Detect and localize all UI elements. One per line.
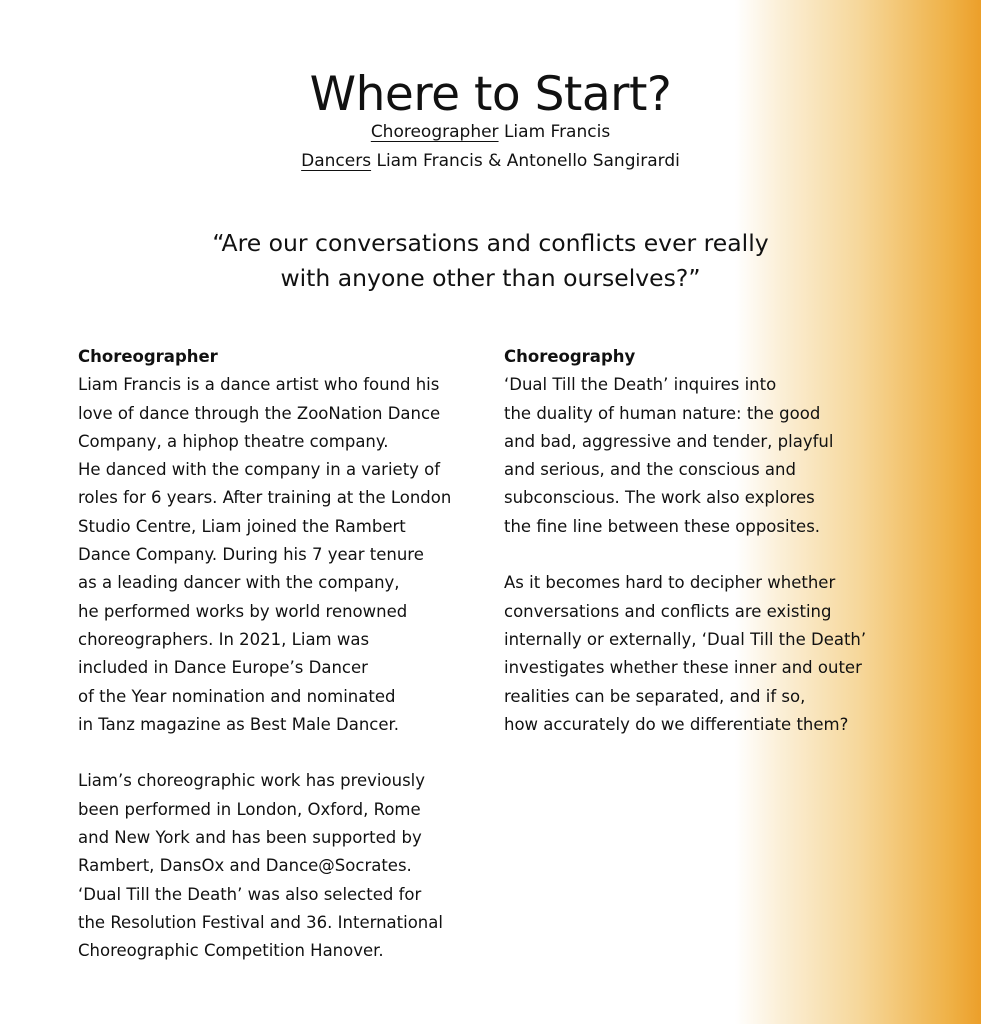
description-paragraph: [504, 371, 974, 541]
description-paragraph: [504, 569, 974, 739]
text-line: ‘Dual Till the Death’ inquires into: [504, 375, 777, 395]
text-line: the Resolution Festival and 36. International: [78, 912, 443, 932]
text-line: Company, a hiphop theatre company.: [78, 431, 389, 451]
credit-choreographer: [0, 118, 981, 147]
credit-role-label: Choreographer: [370, 122, 499, 142]
text-line: ‘Dual Till the Death’ was also selected for: [78, 884, 422, 904]
bio-paragraph: [78, 371, 488, 739]
credit-role-label: Dancers: [301, 151, 372, 171]
text-line: and bad, aggressive and tender, playful: [504, 431, 834, 451]
text-line: conversations and conflicts are existing: [504, 601, 832, 621]
column-heading: Choreographer: [78, 347, 218, 366]
credit-dancers: [0, 147, 981, 176]
quote-line: with anyone other than ourselves?”: [280, 264, 701, 292]
text-line: how accurately do we differentiate them?: [504, 714, 849, 734]
text-line: been performed in London, Oxford, Rome: [78, 799, 421, 819]
credit-names: Liam Francis & Antonello Sangirardi: [376, 151, 680, 171]
column-heading: Choreography: [504, 347, 636, 366]
paragraph-gap: [78, 739, 488, 767]
text-line: in Tanz magazine as Best Male Dancer.: [78, 714, 400, 734]
text-line: Rambert, DansOx and Dance@Socrates.: [78, 856, 412, 876]
text-line: choreographers. In 2021, Liam was: [78, 629, 370, 649]
credit-names: Liam Francis: [503, 122, 611, 142]
text-line: Choreographic Competition Hanover.: [78, 941, 384, 961]
choreography-description-column: [504, 343, 974, 739]
credits: [0, 118, 981, 176]
text-line: as a leading dancer with the company,: [78, 573, 400, 593]
text-line: and New York and has been supported by: [78, 828, 422, 848]
text-line: investigates whether these inner and outer: [504, 658, 862, 678]
text-line: Liam Francis is a dance artist who found his: [78, 375, 440, 395]
text-line: roles for 6 years. After training at the London: [78, 488, 452, 508]
quote-line: “Are our conversations and conflicts ever really: [212, 229, 769, 257]
text-line: the duality of human nature: the good: [504, 403, 821, 423]
pull-quote: [0, 226, 981, 296]
text-line: Dance Company. During his 7 year tenure: [78, 545, 424, 565]
text-line: Liam’s choreographic work has previously: [78, 771, 426, 791]
text-line: As it becomes hard to decipher whether: [504, 573, 836, 593]
text-line: subconscious. The work also explores: [504, 488, 815, 508]
text-line: he performed works by world renowned: [78, 601, 408, 621]
text-line: internally or externally, ‘Dual Till the Death’: [504, 629, 867, 649]
text-line: love of dance through the ZooNation Dance: [78, 403, 441, 423]
text-line: He danced with the company in a variety of: [78, 460, 441, 480]
text-line: and serious, and the conscious and: [504, 460, 796, 480]
paragraph-gap: [504, 541, 974, 569]
choreographer-bio-column: [78, 343, 488, 966]
text-line: included in Dance Europe’s Dancer: [78, 658, 368, 678]
text-line: realities can be separated, and if so,: [504, 686, 806, 706]
text-line: the fine line between these opposites.: [504, 516, 821, 536]
page-title: Where to Start?: [309, 67, 672, 123]
text-line: Studio Centre, Liam joined the Rambert: [78, 516, 406, 536]
bio-paragraph: [78, 767, 488, 965]
text-line: of the Year nomination and nominated: [78, 686, 396, 706]
